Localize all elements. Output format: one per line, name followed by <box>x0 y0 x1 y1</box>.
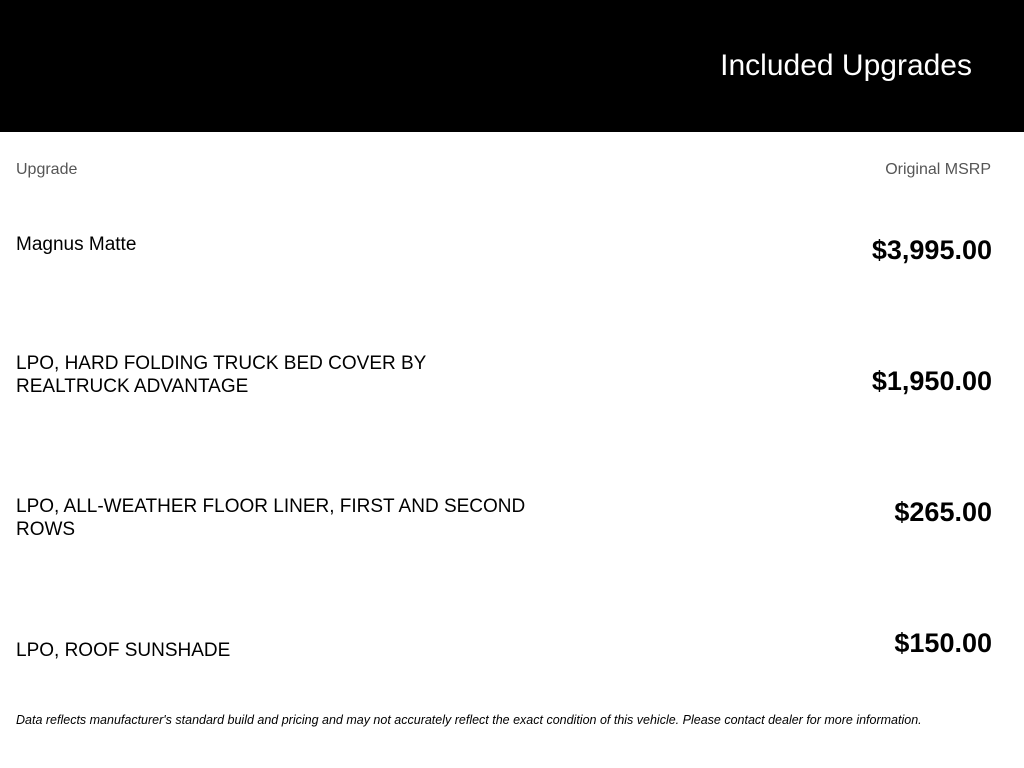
disclaimer-text: Data reflects manufacturer's standard build and pricing and may not accurately reflect the exact condition of this vehicle. Please contact dealer for more information. <box>16 713 922 727</box>
upgrade-name: Magnus Matte <box>16 234 137 255</box>
upgrade-price: $265.00 <box>894 497 992 527</box>
column-header-msrp: Original MSRP <box>885 161 991 178</box>
header-bar <box>0 0 1024 132</box>
upgrade-name: LPO, HARD FOLDING TRUCK BED COVER BY REALTRUCK ADVANTAGE <box>16 353 426 397</box>
upgrade-price: $3,995.00 <box>871 235 992 265</box>
page-title: Included Upgrades <box>720 49 972 82</box>
upgrade-price: $1,950.00 <box>871 366 992 396</box>
column-header-upgrade: Upgrade <box>16 161 78 178</box>
upgrade-price: $150.00 <box>894 628 992 658</box>
upgrade-name: LPO, ROOF SUNSHADE <box>16 640 231 661</box>
upgrade-name: LPO, ALL-WEATHER FLOOR LINER, FIRST AND SECOND ROWS <box>16 496 526 540</box>
